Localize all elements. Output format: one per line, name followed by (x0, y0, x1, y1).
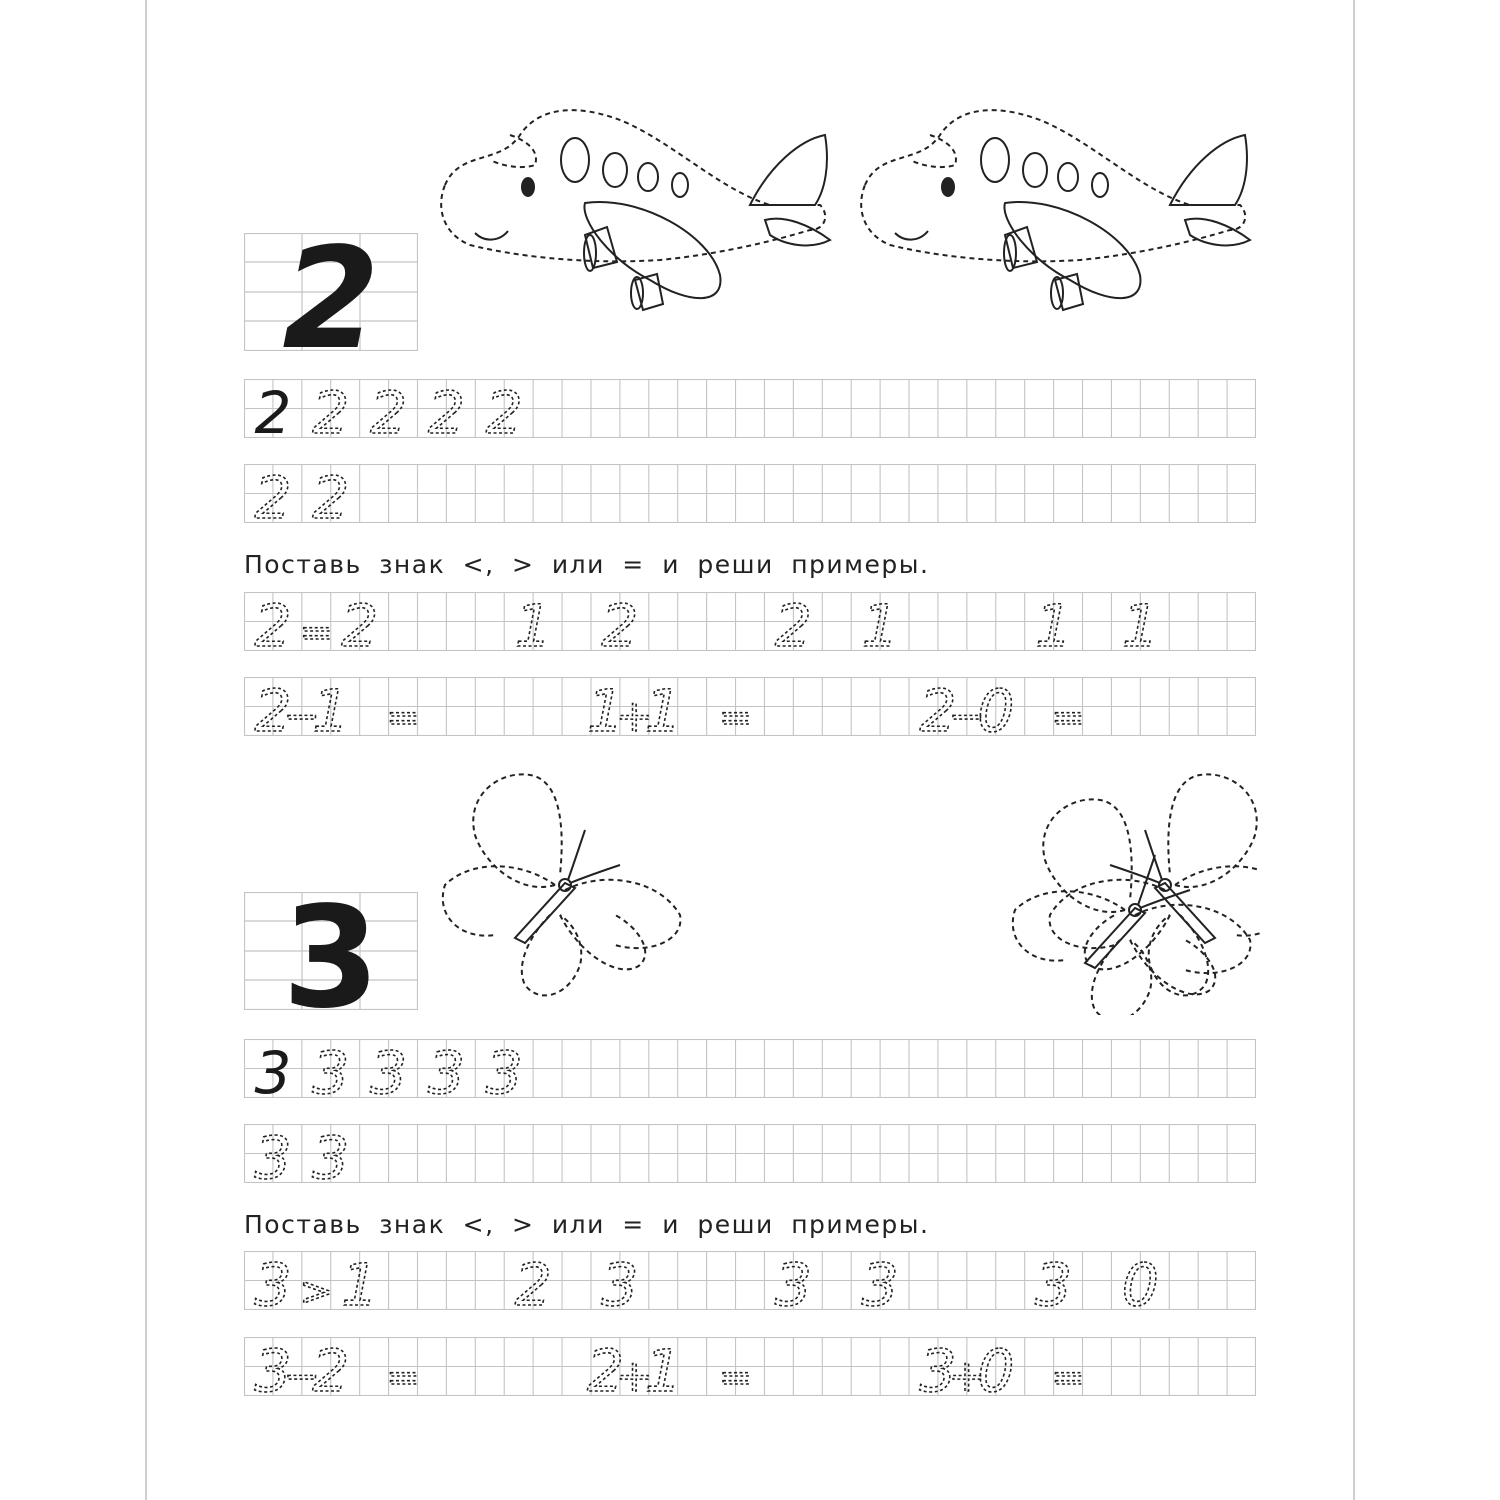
compare-right-digit: 1 (341, 1251, 379, 1310)
big-digit-three: 3 (282, 892, 380, 1010)
model-digit: 2 (427, 379, 465, 438)
compare-right-digit: 3 (601, 1251, 639, 1310)
example-equals: = (1051, 695, 1085, 736)
example-operator: + (615, 1351, 653, 1396)
model-digit: 2 (254, 379, 292, 438)
example-equals: = (718, 1355, 753, 1396)
compare-left-digit: 2 (254, 592, 292, 651)
example-operand: 1 (586, 677, 624, 736)
trace-digit: 3 (254, 1124, 292, 1183)
model-digit: 2 (370, 379, 408, 438)
compare-right-digit: 0 (1121, 1251, 1159, 1310)
example-operand: 3 (919, 1337, 957, 1396)
example-operand: 2 (254, 677, 292, 736)
example-operator: − (283, 691, 321, 736)
model-digit: 3 (254, 1039, 292, 1098)
instruction-three: Поставь знак <, > или = и реши примеры. (244, 1210, 930, 1239)
compare-right-digit: 1 (861, 592, 899, 651)
example-operand: 1 (644, 1337, 682, 1396)
big-digit-grid-2 (244, 233, 418, 351)
big-digit-grid-3 (244, 892, 418, 1010)
compare-right-digit: 2 (601, 592, 639, 651)
examples-row-two (244, 677, 1256, 736)
model-digit: 2 (485, 379, 523, 438)
compare-row-three (244, 1251, 1256, 1310)
example-operator: + (615, 691, 653, 736)
example-operator: + (948, 1351, 986, 1396)
airplane-icon (441, 110, 830, 310)
compare-left-digit: 1 (514, 592, 552, 651)
trace-digit: 2 (312, 464, 350, 523)
compare-right-digit: 1 (1121, 592, 1159, 651)
big-digit-two: 2 (282, 233, 380, 351)
example-operand: 2 (919, 677, 957, 736)
airplane-pictures (430, 95, 1270, 320)
example-operand: 1 (644, 677, 682, 736)
compare-sign: = (299, 610, 334, 651)
compare-row-two (244, 592, 1256, 651)
compare-left-digit: 1 (1035, 592, 1073, 651)
compare-right-digit: 2 (341, 592, 379, 651)
butterfly-pictures (430, 765, 1260, 1015)
example-equals: = (386, 1355, 420, 1396)
trace-digit: 3 (312, 1124, 350, 1183)
model-row-three (244, 1039, 1256, 1098)
compare-right-digit: 3 (861, 1251, 899, 1310)
model-digit: 3 (427, 1039, 465, 1098)
model-digit: 3 (485, 1039, 523, 1098)
compare-left-digit: 3 (1035, 1251, 1073, 1310)
example-equals: = (718, 695, 753, 736)
example-operand: 0 (977, 1337, 1015, 1396)
compare-left-digit: 2 (774, 592, 812, 651)
example-operand: 1 (312, 677, 350, 736)
model-digit: 3 (312, 1039, 350, 1098)
example-operator: − (948, 691, 986, 736)
model-row-two (244, 379, 1256, 438)
example-operand: 2 (312, 1337, 350, 1396)
trace-row-three (244, 1124, 1256, 1183)
example-operator: − (283, 1351, 321, 1396)
example-equals: = (386, 695, 420, 736)
instruction-two: Поставь знак <, > или = и реши примеры. (244, 550, 930, 579)
example-equals: = (1051, 1355, 1085, 1396)
example-operand: 2 (586, 1337, 624, 1396)
trace-digit: 2 (254, 464, 292, 523)
compare-sign: > (299, 1269, 334, 1310)
trace-row-two (244, 464, 1256, 523)
model-digit: 2 (312, 379, 350, 438)
compare-left-digit: 3 (254, 1251, 292, 1310)
example-operand: 3 (254, 1337, 292, 1396)
compare-left-digit: 2 (514, 1251, 552, 1310)
model-digit: 3 (370, 1039, 408, 1098)
butterfly-icon (443, 774, 681, 995)
examples-row-three (244, 1337, 1256, 1396)
example-operand: 0 (977, 677, 1015, 736)
compare-left-digit: 3 (774, 1251, 812, 1310)
